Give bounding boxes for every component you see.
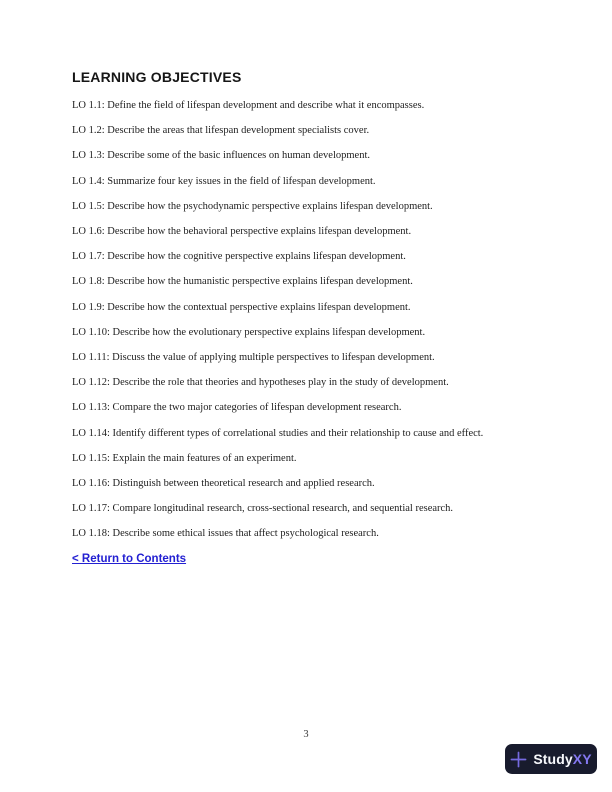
brand-wordmark xyxy=(533,752,591,766)
learning-objective-item: LO 1.16: Distinguish between theoretical research and applied research. xyxy=(72,478,375,490)
return-to-contents-link[interactable]: < Return to Contents xyxy=(72,552,187,565)
learning-objective-item: LO 1.17: Compare longitudinal research, cross-sectional research, and sequential research. xyxy=(72,503,454,515)
page-content xyxy=(72,70,547,572)
learning-objective-item: LO 1.7: Describe how the cognitive perspective explains lifespan development. xyxy=(72,251,406,263)
learning-objective-item: LO 1.14: Identify different types of correlational studies and their relationship to cause and effect. xyxy=(72,427,484,439)
learning-objective-item: LO 1.18: Describe some ethical issues that affect psychological research. xyxy=(72,528,379,540)
page-number: 3 xyxy=(303,729,309,740)
learning-objective-item: LO 1.1: Define the field of lifespan development and describe what it encompasses. xyxy=(72,100,425,111)
brand-study-text: Study xyxy=(533,751,573,767)
learning-objective-item: LO 1.15: Explain the main features of an experiment. xyxy=(72,452,297,464)
learning-objective-item: LO 1.8: Describe how the humanistic perspective explains lifespan development. xyxy=(72,276,413,288)
learning-objective-item: LO 1.12: Describe the role that theories and hypotheses play in the study of development. xyxy=(72,377,449,389)
learning-objective-item: LO 1.4: Summarize four key issues in the field of lifespan development. xyxy=(72,175,376,187)
learning-objective-item: LO 1.6: Describe how the behavioral perspective explains lifespan development. xyxy=(72,226,412,238)
learning-objective-item: LO 1.11: Discuss the value of applying multiple perspectives to lifespan development. xyxy=(72,352,435,364)
learning-objective-item: LO 1.10: Describe how the evolutionary perspective explains lifespan development. xyxy=(72,326,426,338)
plus-icon xyxy=(510,751,527,768)
learning-objective-item: LO 1.2: Describe the areas that lifespan development specialists cover. xyxy=(72,125,370,137)
brand-xy-text: XY xyxy=(572,751,592,767)
page-title: LEARNING OBJECTIVES xyxy=(72,69,242,85)
learning-objective-item: LO 1.13: Compare the two major categories of lifespan development research. xyxy=(72,402,402,414)
objectives-list xyxy=(72,93,547,547)
learning-objective-item: LO 1.5: Describe how the psychodynamic perspective explains lifespan development. xyxy=(72,200,433,212)
learning-objective-item: LO 1.3: Describe some of the basic influences on human development. xyxy=(72,150,370,162)
learning-objective-item: LO 1.9: Describe how the contextual perspective explains lifespan development. xyxy=(72,301,411,313)
studyxy-logo-badge xyxy=(505,744,597,774)
